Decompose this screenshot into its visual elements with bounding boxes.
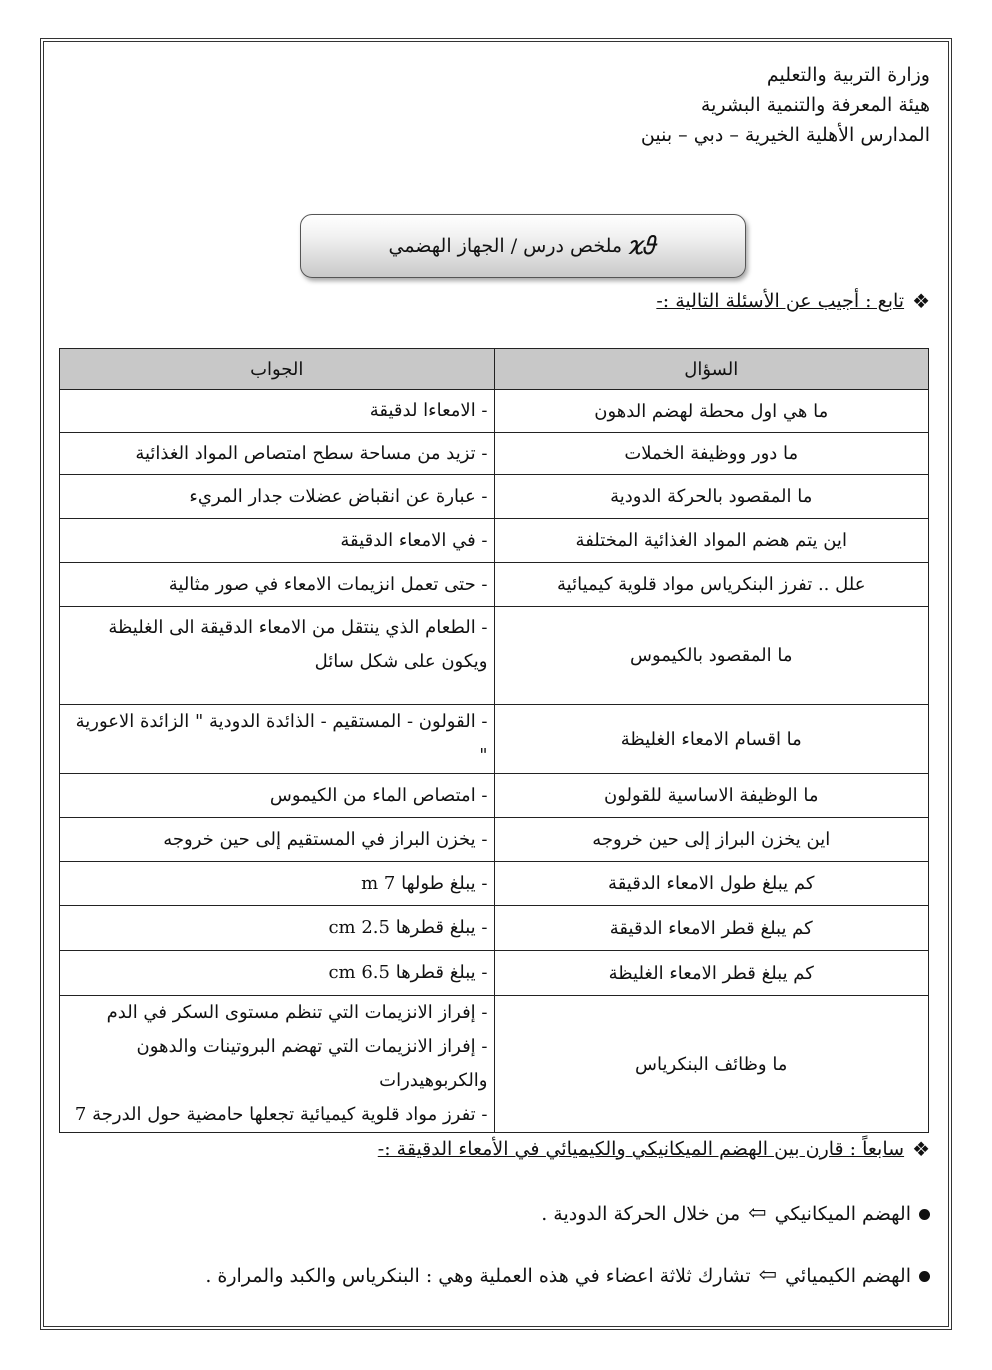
answer-cell: - عبارة عن انقباض عضلات جدار المريء [60,475,495,519]
ministry-name: وزارة التربية والتعليم [766,64,930,86]
bullet-dot-icon [919,1209,930,1220]
answer-cell: - امتصاص الماء من الكيموس [60,774,495,818]
answer-cell: - القولون - المستقيم - الذائدة الدودية " الزائدة الاعورية " [60,705,495,774]
list-item [541,1203,930,1225]
question-cell: علل .. تفرز البنكرياس مواد قلوية كيميائية [494,563,929,607]
answer-cell: - يبلغ قطرها 6.5 cm [60,951,495,996]
table-row [60,705,929,774]
table-row [60,519,929,563]
arrow-left-icon: ⇦ [748,1201,767,1226]
table-row [60,607,929,705]
bullet-label: الهضم الكيميائي [785,1265,911,1287]
question-cell: ما هي اول محطة لهضم الدهون [494,390,929,433]
column-header-answer: الجواب [60,349,495,390]
answer-cell: - تزيد من مساحة سطح امتصاص المواد الغذائية [60,433,495,475]
table-row [60,433,929,475]
bullet-text: تشارك ثلاثة اعضاء في هذه العملية وهي : البنكرياس والكبد والمرارة . [205,1265,751,1287]
question-cell: ما اقسام الامعاء الغليظة [494,705,929,774]
table-header-row [60,349,929,390]
questions-table [59,348,929,1133]
table-row [60,390,929,433]
question-cell: ما المقصود بالحركة الدودية [494,475,929,519]
answer-cell: - يبلغ قطرها 2.5 cm [60,906,495,951]
diamond-bullet-icon: ❖ [912,289,930,313]
bullet-label: الهضم الميكانيكي [774,1203,911,1225]
table-row [60,818,929,862]
answer-line: - إفراز الانزيمات التي تنظم مستوى السكر في الدم [106,1002,488,1023]
question-cell: ما الوظيفة الاساسية للقولون [494,774,929,818]
table-row [60,951,929,996]
answer-cell: - الطعام الذي ينتقل من الامعاء الدقيقة الى الغليظة ويكون على شكل سائل [60,607,495,705]
question-cell: ما المقصود بالكيموس [494,607,929,705]
question-cell: كم يبلغ قطر الامعاء الدقيقة [494,906,929,951]
answer-cell: - في الامعاء الدقيقة [60,519,495,563]
answer-cell [60,996,495,1133]
section-heading-questions [656,290,930,312]
answer-line: - إفراز الانزيمات التي تهضم البروتينات والدهون والكربوهيدرات [136,1036,488,1091]
table-row [60,996,929,1133]
table-row [60,475,929,519]
lesson-title-box [300,214,746,278]
table-row [60,774,929,818]
arrow-left-icon: ⇦ [758,1263,778,1288]
answer-cell: - الامعاءا لدقيقة [60,390,495,433]
list-item [205,1265,930,1287]
answer-line: - تفرز مواد قلوية كيميائية تجعلها حامضية حول الدرجة 7 [74,1104,488,1125]
answer-cell: - يبلغ طولها 7 m [60,862,495,906]
authority-name: هيئة المعرفة والتنمية البشرية [700,94,930,116]
question-cell: اين يخزن البراز إلى حين خروجه [494,818,929,862]
column-header-question: السؤال [494,349,929,390]
table-row [60,563,929,607]
lesson-title: ملخص درس / الجهاز الهضمي [388,235,623,257]
question-cell: كم يبلغ قطر الامعاء الغليظة [494,951,929,996]
table-row [60,906,929,951]
bullet-text: من خلال الحركة الدودية . [541,1203,741,1225]
bullet-dot-icon [919,1271,930,1282]
table-row [60,862,929,906]
question-cell: ما وظائف البنكرياس [494,996,929,1133]
section-heading-text: سابعاً : قارن بين الهضم الميكانيكي والكيميائي في الأمعاء الدقيقة :- [377,1138,905,1160]
diamond-bullet-icon: ❖ [912,1137,930,1161]
answer-cell: - يخزن البراز في المستقيم إلى حين خروجه [60,818,495,862]
section-heading-compare [378,1138,930,1160]
decorative-glyph-icon: 𝜘𝜗 [628,230,658,261]
answer-cell: - حتى تعمل انزيمات الامعاء في صور مثالية [60,563,495,607]
school-name: المدارس الأهلية الخيرية – دبي – بنين [640,124,930,146]
section-heading-text: تابع : أجيب عن الأسئلة التالية :- [656,290,905,312]
question-cell: ما دور ووظيفة الخملات [494,433,929,475]
letterhead [510,60,930,150]
question-cell: كم يبلغ طول الامعاء الدقيقة [494,862,929,906]
question-cell: اين يتم هضم المواد الغذائية المختلفة [494,519,929,563]
